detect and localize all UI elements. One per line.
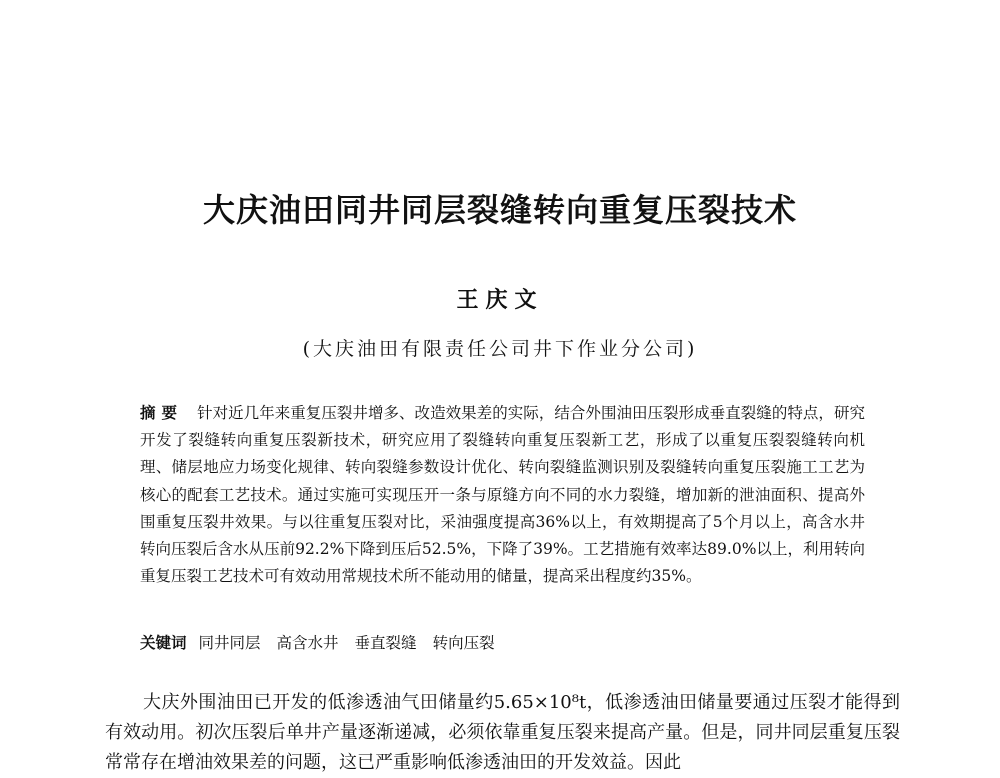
paper-title: 大庆油田同井同层裂缝转向重复压裂技术 bbox=[202, 191, 797, 229]
abstract bbox=[140, 399, 865, 590]
abstract-label: 摘要 bbox=[140, 403, 184, 422]
author-affiliation: (大庆油田有限责任公司井下作业分公司) bbox=[302, 338, 698, 360]
body-paragraph: 大庆外围油田已开发的低渗透油气田储量约5.65×10⁸t，低渗透油田储量要通过压裂才能得到有效动用。初次压裂后单井产量逐渐递减，必须依靠重复压裂来提高产量。但是，同井同层重复压裂常常存在增油效果差的问题，这已严重影响低渗透油田的开发效益。因此 bbox=[105, 692, 900, 773]
keyword-1: 同井同层 bbox=[198, 634, 261, 652]
author-name: 王庆文 bbox=[456, 287, 544, 313]
keywords bbox=[140, 630, 865, 656]
keyword-4: 转向压裂 bbox=[432, 634, 495, 652]
keyword-3: 垂直裂缝 bbox=[354, 634, 417, 652]
abstract-text: 针对近几年来重复压裂井增多、改造效果差的实际，结合外围油田压裂形成垂直裂缝的特点，研究开发了裂缝转向重复压裂新技术，研究应用了裂缝转向重复压裂新工艺，形成了以重复压裂裂缝转向机理、储层地应力场变化规律、转向裂缝参数设计优化、转向裂缝监测识别及裂缝转向重复压裂施工工艺为核心的配套工艺技术。通过实施可实现压开一条与原缝方向不同的水力裂缝，增加新的泄油面积、提高外围重复压裂井效果。与以往重复压裂对比，采油强度提高36%以上，有效期提高了5个月以上，高含水井转向压裂后含水从压前92.2%下降到压后52.5%，下降了39%。工艺措施有效率达89.0%以上，利用转向重复压裂工艺技术可有效动用常规技术所不能动用的储量，提高采出程度约35%。 bbox=[140, 404, 865, 586]
keywords-label: 关键词 bbox=[140, 633, 187, 652]
keyword-2: 高含水井 bbox=[276, 634, 339, 652]
